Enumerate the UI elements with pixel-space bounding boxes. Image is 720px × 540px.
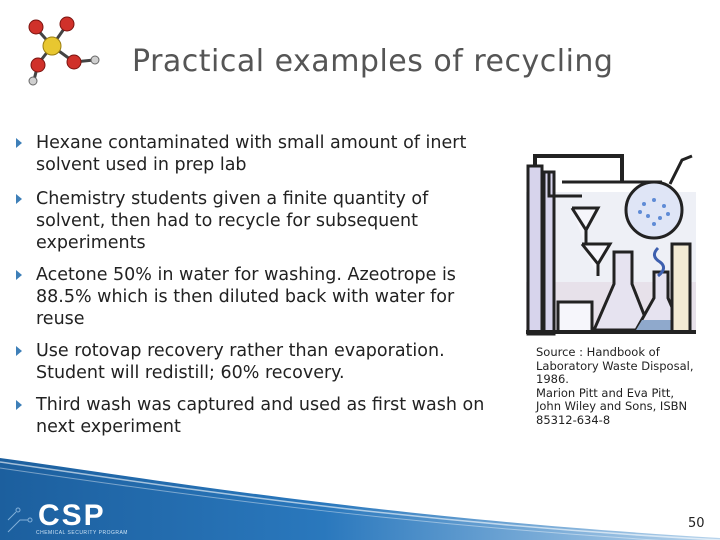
bullet-item [16, 340, 445, 384]
bullet-line: Chemistry students given a finite quantity of [36, 189, 429, 209]
bullet-arrow-icon [16, 346, 22, 356]
bullet-line: Use rotovap recovery rather than evaporation. [36, 341, 445, 361]
bullet-item [16, 264, 456, 330]
bullet-arrow-icon [16, 194, 22, 204]
bullet-line: experiments [36, 233, 146, 253]
csp-logo: CSP [38, 499, 106, 532]
bullet-line: Third wash was captured and used as first wash on [36, 395, 485, 415]
source-line: Marion Pitt and Eva Pitt, [536, 385, 675, 400]
source-line: Laboratory Waste Disposal, [536, 358, 694, 373]
bullet-line: 88.5% which is then diluted back with water for [36, 287, 455, 307]
source-line: 1986. [536, 372, 569, 386]
bullet-item [16, 394, 484, 438]
bullet-arrow-icon [16, 138, 22, 148]
lab-glassware-illustration [522, 152, 700, 338]
bullet-line: Student will redistill; 60% recovery. [36, 363, 345, 383]
source-line: John Wiley and Sons, ISBN [536, 399, 688, 413]
source-citation [536, 346, 711, 427]
bullet-line: solvent used in prep lab [36, 155, 247, 175]
bullet-item [16, 188, 428, 254]
source-line: Source : Handbook of [536, 345, 660, 359]
bullet-item [16, 132, 466, 176]
bullet-arrow-icon [16, 400, 22, 410]
footer-banner [0, 440, 720, 540]
source-line: 85312-634-8 [536, 412, 611, 427]
bullet-line: Acetone 50% in water for washing. Azeotrope is [36, 265, 456, 285]
bullet-line: Hexane contaminated with small amount of inert [36, 133, 467, 153]
bullet-line: next experiment [36, 417, 181, 437]
page-title: Practical examples of recycling [132, 44, 614, 79]
molecule-icon [14, 10, 104, 88]
bullet-arrow-icon [16, 270, 22, 280]
csp-logo-subtitle: CHEMICAL SECURITY PROGRAM [36, 530, 128, 536]
page-number: 50 [688, 516, 705, 531]
bullet-line: reuse [36, 309, 85, 329]
bullet-line: solvent, then had to recycle for subsequent [36, 211, 418, 231]
